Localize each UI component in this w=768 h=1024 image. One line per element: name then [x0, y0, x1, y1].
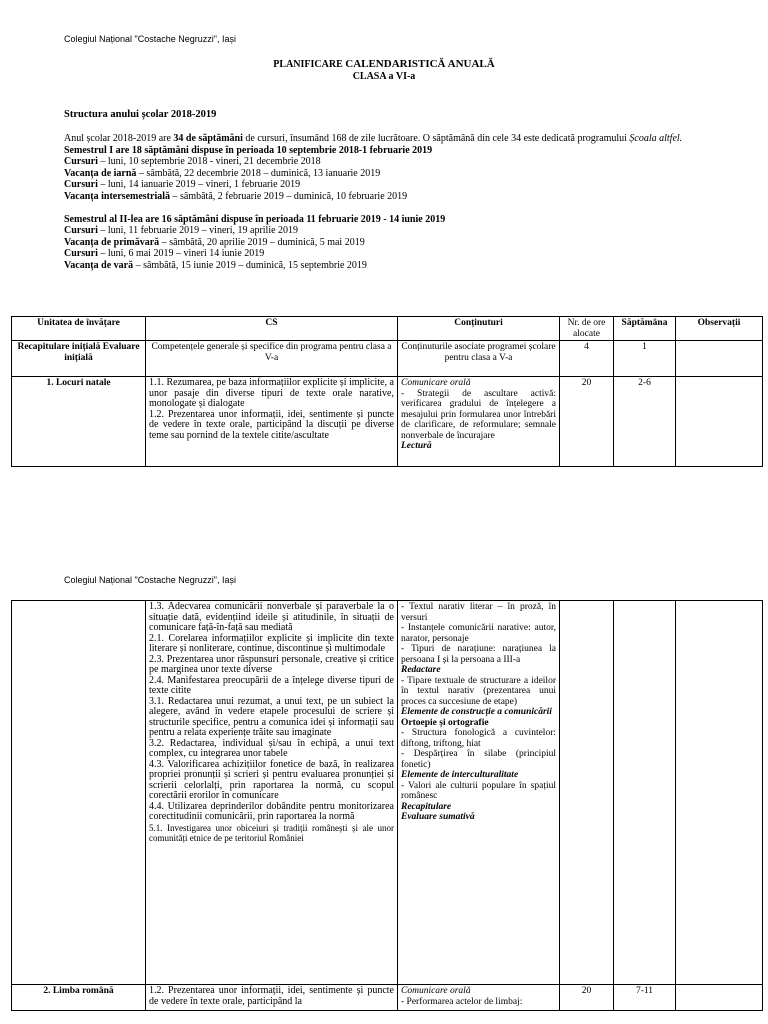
sem2-line-value: – sâmbătă, 15 iunie 2019 – duminică, 15 septembrie 2019 — [133, 259, 367, 271]
sem1-line-key: Cursuri — [64, 179, 98, 190]
intro-paragraph — [64, 133, 714, 145]
table-row — [12, 341, 763, 377]
content-item: - Tipuri de narațiune: narațiunea la persoana I și la persoana a III-a — [401, 644, 556, 665]
cs-item: 3.1. Redactarea unui rezumat, a unui text, pe un subiect la alegere, având în vedere etapele procesului de scriere și structurile specifice, pentru a comunica idei și informații sau pentru a relata experiențe trăite sau imaginate — [149, 695, 394, 738]
cs-item: 4.3. Valorificarea achizițiilor fonetice de bază, în realizarea propriei pronunții și scrieri și pentru evaluarea pronunției și scrierii celorlalți, prin raportarea la normă, cu scopul corectării erorilor în comunicare — [149, 758, 394, 801]
sem2-line-key: Vacanța de primăvară — [64, 236, 160, 248]
intro-text-c: de cursuri, însumând 168 de zile lucrătoare. O săptămână din cele 34 este dedicată programului — [242, 133, 630, 144]
hours-cell: 4 — [560, 341, 614, 377]
notes-cell — [676, 601, 763, 985]
sem2-line-value: – sâmbătă, 20 aprilie 2019 – duminică, 5 mai 2019 — [159, 236, 365, 248]
cs-item: 2.4. Manifestarea preocupării de a înțelege diverse tipuri de texte citite — [149, 674, 394, 696]
content-item: - Performarea actelor de limbaj: — [401, 996, 523, 1007]
document-subtitle: CLASA a VI-a — [352, 71, 416, 82]
table-row — [12, 985, 763, 1011]
sem1-line — [64, 168, 714, 180]
sem1-line — [64, 191, 714, 203]
cs-cell: 1.2. Prezentarea unor informații, idei, sentimente și puncte de vedere în texte orale, participând la — [146, 985, 398, 1011]
intro-text-d: Școala altfel. — [629, 133, 683, 144]
header-notes: Observații — [676, 317, 763, 341]
header-week: Săptămâna — [614, 317, 676, 341]
school-name: Colegiul Național "Costache Negruzzi", Iași — [64, 575, 236, 585]
intro-text-a: Anul școlar 2018-2019 are — [64, 133, 174, 144]
header-content: Conținuturi — [398, 317, 560, 341]
sem2-line — [64, 248, 714, 260]
sem2-line — [64, 225, 714, 237]
document-title — [0, 58, 768, 70]
sem1-line — [64, 156, 714, 168]
content-item: - Instanțele comunicării narative: autor, narator, personaje — [401, 623, 556, 644]
school-name: Colegiul Național "Costache Negruzzi", Iași — [64, 34, 236, 44]
planning-table — [11, 316, 763, 467]
content-cell — [398, 377, 560, 467]
sem1-line — [64, 179, 714, 191]
week-cell — [614, 601, 676, 985]
cs-item: 1.3. Adecvarea comunicării nonverbale și paraverbale la o situație dată, evidențiind ideile și atitudinile, în situații de comunicare față-în-față sau mediată — [149, 601, 394, 633]
header-hours: Nr. de ore alocate — [560, 317, 614, 341]
unit-cell — [12, 601, 146, 985]
sem1-line-value: – luni, 10 septembrie 2018 - vineri, 21 decembrie 2018 — [97, 156, 321, 167]
sem2-line-value: – luni, 11 februarie 2019 – vineri, 19 aprilie 2019 — [97, 225, 299, 236]
unit-cell: 2. Limba română — [12, 985, 146, 1011]
content-subsection-title: Ortoepie și ortografie — [401, 717, 489, 728]
content-section-title: Elemente de interculturalitate — [401, 770, 519, 780]
school-year-info — [64, 133, 714, 271]
content-section-title: Elemente de construcție a comunicării — [401, 707, 552, 717]
content-section-title: Lectură — [401, 441, 432, 451]
semester-2-heading — [64, 214, 714, 226]
page-2 — [0, 560, 768, 1024]
sem1-line-value: – sâmbătă, 22 decembrie 2018 – duminică, 13 ianuarie 2019 — [136, 167, 381, 179]
table-header-row — [12, 317, 763, 341]
content-cell — [398, 985, 560, 1011]
hours-cell — [560, 601, 614, 985]
table-row — [12, 377, 763, 467]
content-item: - Structura fonologică a cuvintelor: diftong, triftong, hiat — [401, 728, 556, 749]
title-part-1: PLANIFICARE — [273, 59, 346, 70]
content-item: - Textul narativ literar – în proză, în versuri — [401, 602, 556, 623]
sem1-line-key: Cursuri — [64, 156, 98, 167]
header-cs: CS — [146, 317, 398, 341]
sem2-head: Semestrul al II-lea are 16 săptămâni dispuse în perioada 11 februarie 2019 - 14 iunie 2019 — [64, 213, 446, 225]
notes-cell — [676, 985, 763, 1011]
title-part-2: CALENDARISTICĂ ANUALĂ — [345, 58, 495, 70]
sem2-line-key: Vacanța de vară — [64, 259, 134, 271]
content-cell: Conținuturile asociate programei școlare pentru clasa a V-a — [398, 341, 560, 377]
unit-cell: 1. Locuri natale — [12, 377, 146, 467]
planning-table-continued — [11, 600, 763, 1011]
cs-item: 4.4. Utilizarea deprinderilor dobândite pentru monitorizarea corectitudinii comunicării, prin raportarea la normă — [149, 800, 394, 822]
content-item: - Despărțirea în silabe (principiul fonetic) — [401, 749, 556, 770]
hours-cell: 20 — [560, 377, 614, 467]
sem2-line-value: – luni, 6 mai 2019 – vineri 14 iunie 2019 — [97, 248, 265, 259]
content-section-title: Comunicare orală — [401, 986, 471, 996]
header-unit: Unitatea de învățare — [12, 317, 146, 341]
sem1-line-value: – luni, 14 ianuarie 2019 – vineri, 1 februarie 2019 — [97, 179, 301, 190]
content-section-title: Comunicare orală — [401, 378, 471, 388]
sem2-line — [64, 237, 714, 249]
content-item: - Tipare textuale de structurare a ideilor în textul narativ (prezentarea unui proces ca succesiune de etape) — [401, 675, 556, 707]
cs-cell: Competențele generale și specifice din programa pentru clasa a V-a — [146, 341, 398, 377]
sem1-line-key: Vacanța intersemestrială — [64, 190, 170, 202]
week-cell: 7-11 — [614, 985, 676, 1011]
cs-item: 3.2. Redactarea, individual și/sau în echipă, a unui text complex, cu integrarea unor tabele — [149, 737, 394, 759]
week-cell: 1 — [614, 341, 676, 377]
sem1-line-value: – sâmbătă, 2 februarie 2019 – duminică, 10 februarie 2019 — [170, 190, 408, 202]
content-section-title: Evaluare sumativă — [401, 812, 475, 822]
cs-item: 5.1. Investigarea unor obiceiuri și tradiții românești și ale unor comunități etnice de pe teritoriul României — [149, 822, 394, 843]
content-item: - Strategii de ascultare activă: verificarea gradului de înțelegere a mesajului prin formularea unor întrebări de clarificare, de reformulare; semnale nonverbale de încurajare — [401, 388, 556, 441]
cs-item: 2.3. Prezentarea unor răspunsuri personale, creative și critice pe marginea unor texte diverse — [149, 653, 394, 675]
semester-1-heading — [64, 145, 714, 157]
hours-cell: 20 — [560, 985, 614, 1011]
content-section-title: Redactare — [401, 665, 441, 675]
sem1-tail: -1 februarie 2019 — [358, 144, 433, 156]
cs-cell — [146, 601, 398, 985]
content-section-title: Recapitulare — [401, 801, 452, 812]
content-cell — [398, 601, 560, 985]
spacer — [64, 202, 714, 214]
intro-text-b: 34 de săptămâni — [173, 133, 243, 144]
sem1-head: Semestrul I are 18 săptămâni dispuse în perioada 10 septembrie 2018 — [64, 144, 359, 156]
table-row — [12, 601, 763, 985]
notes-cell — [676, 377, 763, 467]
sem2-line-key: Cursuri — [64, 248, 98, 259]
sem2-line — [64, 260, 714, 272]
sem1-line-key: Vacanța de iarnă — [64, 167, 137, 179]
content-item: - Valori ale culturii populare în spațiul românesc — [401, 780, 556, 801]
cs-item: 2.1. Corelarea informațiilor explicite și implicite din texte literare și nonliterare, continue, discontinue și multimodale — [149, 632, 394, 654]
notes-cell — [676, 341, 763, 377]
structure-heading: Structura anului școlar 2018-2019 — [64, 109, 217, 120]
week-cell: 2-6 — [614, 377, 676, 467]
unit-cell: Recapitulare inițială Evaluare inițială — [12, 341, 146, 377]
sem2-line-key: Cursuri — [64, 225, 98, 236]
cs-cell: 1.1. Rezumarea, pe baza informațiilor explicite și implicite, a unor pasaje din diverse tipuri de texte orale narative, monologate și dialogate 1.2. Prezentarea unor informații, idei, sentimente și puncte de vedere în texte orale, participând la discuții pe diverse teme sau pornind de la textele citite/ascultate — [146, 377, 398, 467]
